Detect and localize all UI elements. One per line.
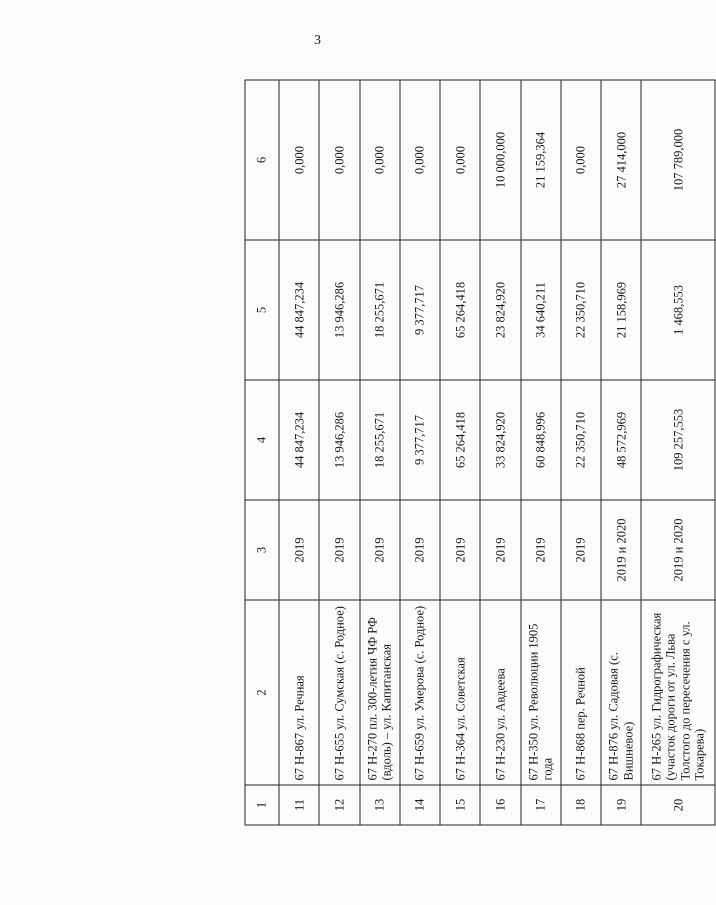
amount-cell: 21 158,969: [601, 240, 641, 380]
row-number: 16: [480, 785, 520, 825]
table-row: [480, 80, 520, 825]
amount-cell: 9 377,717: [400, 380, 440, 500]
table-row: [279, 80, 319, 825]
table-row: [601, 80, 641, 825]
amount-cell: 18 255,671: [360, 240, 400, 380]
amount-cell: 22 350,710: [561, 240, 601, 380]
year-cell: 2019: [440, 500, 480, 600]
header-cell: 4: [245, 380, 279, 500]
year-cell: 2019: [561, 500, 601, 600]
amount-cell: 27 414,000: [601, 80, 641, 240]
roads-table: [245, 80, 716, 826]
amount-cell: 10 000,000: [480, 80, 520, 240]
year-cell: 2019 и 2020: [601, 500, 641, 600]
row-number: 11: [279, 785, 319, 825]
year-cell: 2019: [480, 500, 520, 600]
amount-cell: 65 264,418: [440, 240, 480, 380]
year-cell: 2019: [360, 500, 400, 600]
road-name: 67 Н-655 ул. Сумская (с. Родное): [319, 600, 359, 785]
amount-cell: 0,000: [440, 80, 480, 240]
amount-cell: 0,000: [400, 80, 440, 240]
header-cell: 3: [245, 500, 279, 600]
amount-cell: 44 847,234: [279, 240, 319, 380]
amount-cell: 0,000: [279, 80, 319, 240]
year-cell: 2019: [400, 500, 440, 600]
amount-cell: 13 946,286: [319, 240, 359, 380]
table-row: [360, 80, 400, 825]
page-number: 3: [314, 33, 321, 48]
road-name: 67 Н-868 пер. Речной: [561, 600, 601, 785]
road-name: 67 Н-659 ул. Умерова (с. Родное): [400, 600, 440, 785]
amount-cell: 60 848,996: [521, 380, 561, 500]
amount-cell: 0,000: [360, 80, 400, 240]
table-row: [400, 80, 440, 825]
amount-cell: 18 255,671: [360, 380, 400, 500]
table-row: [521, 80, 561, 825]
header-cell: 2: [245, 600, 279, 785]
amount-cell: 44 847,234: [279, 380, 319, 500]
row-number: 17: [521, 785, 561, 825]
header-cell: 5: [245, 240, 279, 380]
row-number: 13: [360, 785, 400, 825]
amount-cell: 109 257,553: [641, 380, 715, 500]
amount-cell: 107 789,000: [641, 80, 715, 240]
amount-cell: 0,000: [319, 80, 359, 240]
amount-cell: 48 572,969: [601, 380, 641, 500]
road-name: 67 Н-876 ул. Садовая (с. Вишневое): [601, 600, 641, 785]
row-number: 14: [400, 785, 440, 825]
amount-cell: 22 350,710: [561, 380, 601, 500]
header-cell: 6: [245, 80, 279, 240]
road-name: 67 Н-350 ул. Революции 1905 года: [521, 600, 561, 785]
amount-cell: 34 640,211: [521, 240, 561, 380]
row-number: 18: [561, 785, 601, 825]
row-number: 19: [601, 785, 641, 825]
table-row: [319, 80, 359, 825]
row-number: 15: [440, 785, 480, 825]
road-name: 67 Н-265 ул. Гидрографическая (участок дороги от ул. Льва Толстого до пересечения с ул. Токарева): [641, 600, 715, 785]
road-name: 67 Н-270 пл. 300-летия ЧФ РФ (вдоль) – ул. Капитанская: [360, 600, 400, 785]
road-name: 67 Н-364 ул. Советская: [440, 600, 480, 785]
amount-cell: 23 824,920: [480, 240, 520, 380]
header-cell: 1: [245, 785, 279, 825]
amount-cell: 65 264,418: [440, 380, 480, 500]
row-number: 12: [319, 785, 359, 825]
amount-cell: 1 468,553: [641, 240, 715, 380]
table-row: [440, 80, 480, 825]
year-cell: 2019 и 2020: [641, 500, 715, 600]
year-cell: 2019: [521, 500, 561, 600]
road-name: 67 Н-230 ул. Авдеева: [480, 600, 520, 785]
amount-cell: 9 377,717: [400, 240, 440, 380]
year-cell: 2019: [279, 500, 319, 600]
table-row: [561, 80, 601, 825]
amount-cell: 21 159,364: [521, 80, 561, 240]
road-name: 67 Н-867 ул. Речная: [279, 600, 319, 785]
amount-cell: 13 946,286: [319, 380, 359, 500]
row-number: 20: [641, 785, 715, 825]
year-cell: 2019: [319, 500, 359, 600]
table-row: [641, 80, 715, 825]
amount-cell: 0,000: [561, 80, 601, 240]
amount-cell: 33 824,920: [480, 380, 520, 500]
table-header-row: [245, 80, 279, 825]
